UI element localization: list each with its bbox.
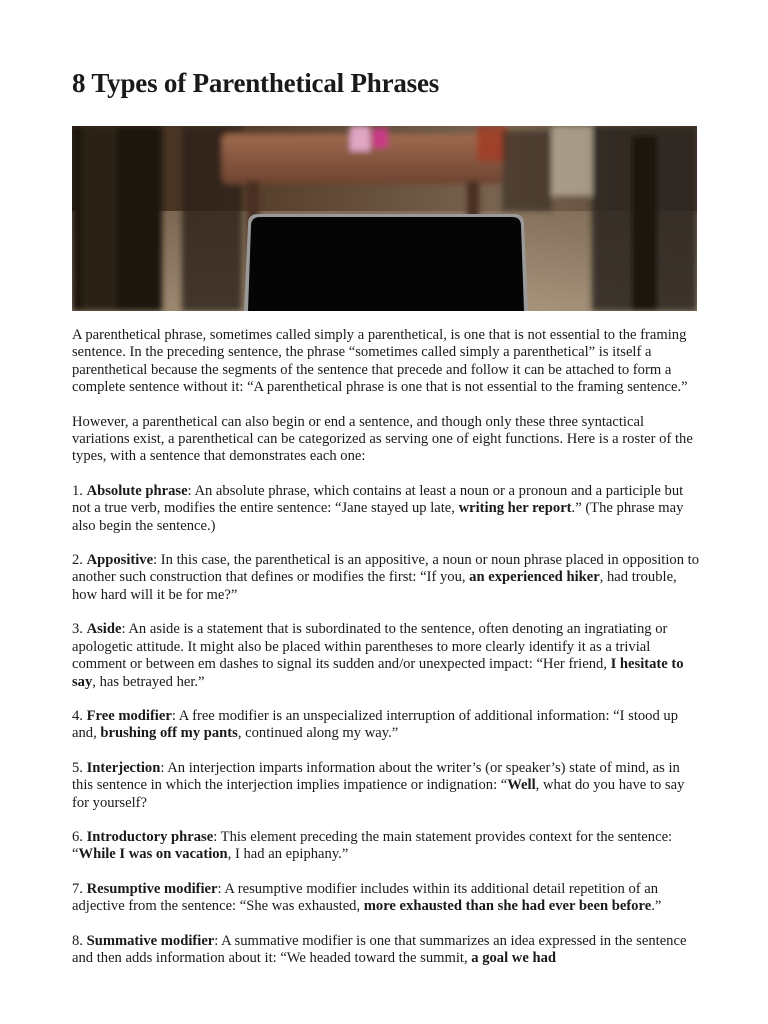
item-number: 3. <box>72 621 87 638</box>
item-example: I hesitate to say <box>72 656 684 690</box>
item-text: : An aside is a statement that is subordinated to the sentence, often denoting an ingratiating or apologetic attitude. It might also be placed within parentheses to more clearly identify it as a trivial comment or between em dashes to signal its sudden and/or unexpected impact: “Her friend, <box>72 621 668 673</box>
item-text: : In this case, the parenthetical is an appositive, a noun or noun phrase placed in opposition to another such construction that defines or modifies the first: “If you, <box>72 552 700 586</box>
item-number: 7. <box>72 880 87 897</box>
type-item <box>72 621 700 691</box>
item-example: a goal we had <box>471 949 556 966</box>
item-text: : A summative modifier is one that summarizes an idea expressed in the sentence and then adds information about it: “We headed toward the summit, <box>72 932 687 966</box>
page-title: 8 Types of Parenthetical Phrases <box>72 68 440 98</box>
item-text: .” (The phrase may also begin the sentence.) <box>72 500 684 534</box>
item-example: While I was on vacation <box>78 846 228 863</box>
item-term: Free modifier <box>86 707 172 724</box>
type-item <box>72 708 700 743</box>
item-term: Aside <box>86 621 122 638</box>
item-number: 6. <box>72 828 87 845</box>
intro-paragraph: A parenthetical phrase, sometimes called simply a parenthetical, is one that is not essential to the framing sentence. In the preceding sentence, the phrase “sometimes called simply a parenthetical” is itself a parenthetical because the segments of the sentence that precede and follow it can be attached to form a complete sentence without it: “A parenthetical phrase is one that is not essential to the framing sentence.” <box>72 327 688 396</box>
item-example: Well <box>507 777 536 794</box>
type-item <box>72 829 700 864</box>
item-term: Absolute phrase <box>86 482 188 499</box>
laptop-cafe-photo <box>72 126 697 311</box>
intro-paragraph: However, a parenthetical can also begin or end a sentence, and though only these three syntactical variations exist, a parenthetical can be categorized as serving one of eight functions. Here is a roster of the types, with a sentence that demonstrates each one: <box>72 413 693 465</box>
item-example: an experienced hiker <box>469 569 600 586</box>
item-text: , had trouble, how hard will it be for me?” <box>72 569 677 603</box>
item-text: : A resumptive modifier includes within its additional detail repetition of an adjective from the sentence: “She was exhausted, <box>72 880 659 915</box>
type-item <box>72 881 700 916</box>
hero-image <box>72 126 697 311</box>
item-number: 4. <box>72 707 87 724</box>
item-text: , I had an epiphany.” <box>227 846 349 863</box>
item-number: 1. <box>72 482 87 499</box>
item-number: 8. <box>72 932 87 949</box>
type-item <box>72 552 700 604</box>
item-text: : A free modifier is an unspecialized interruption of additional information: “I stood up and, <box>72 707 679 742</box>
item-number: 5. <box>72 759 87 776</box>
item-text: : An absolute phrase, which contains at least a noun or a pronoun and a participle but not a true verb, modifies the entire sentence: “Jane stayed up late, <box>72 482 684 517</box>
item-term: Summative modifier <box>86 932 215 949</box>
item-term: Resumptive modifier <box>86 880 218 897</box>
type-item <box>72 760 700 812</box>
type-item <box>72 933 700 968</box>
item-example: writing her report <box>458 500 572 517</box>
type-item <box>72 483 700 535</box>
item-text: , continued along my way.” <box>237 725 399 742</box>
item-text: : This element preceding the main statement provides context for the sentence: “ <box>72 828 673 863</box>
item-term: Interjection <box>86 759 161 776</box>
item-term: Introductory phrase <box>86 828 214 845</box>
item-text: , what do you have to say for yourself? <box>72 777 685 811</box>
article-body <box>72 327 700 984</box>
item-text: , has betrayed her.” <box>92 673 205 690</box>
item-example: brushing off my pants <box>100 725 238 742</box>
item-number: 2. <box>72 552 87 569</box>
item-text: : An interjection imparts information about the writer’s (or speaker’s) state of mind, as in this sentence in which the interjection implies impatience or indignation: “ <box>72 759 680 794</box>
item-term: Appositive <box>86 552 154 569</box>
item-text: .” <box>651 898 662 915</box>
item-example: more exhausted than she had ever been before <box>363 898 652 915</box>
